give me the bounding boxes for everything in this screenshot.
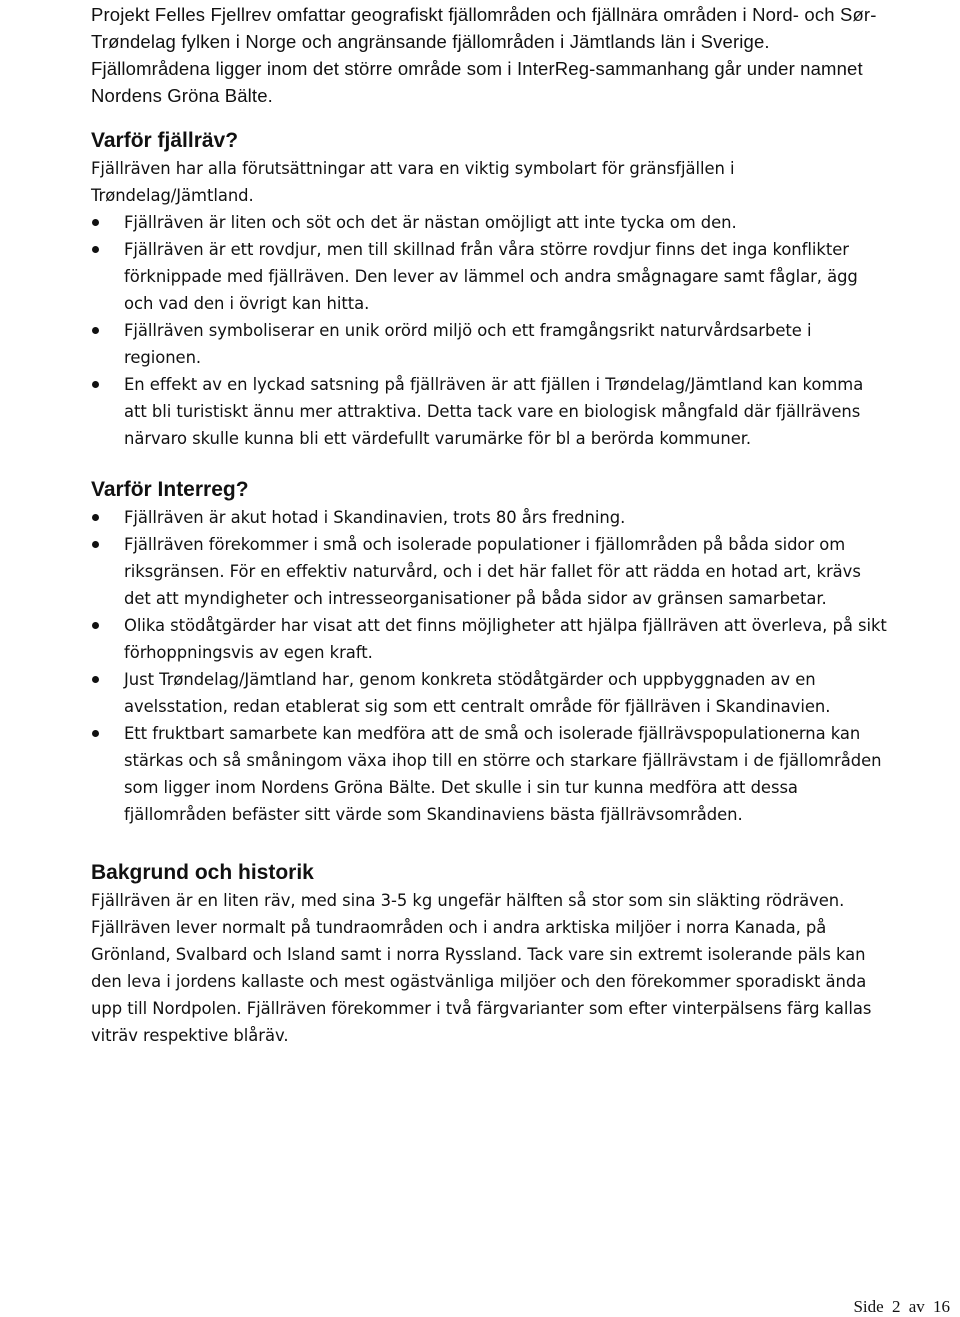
list-item [91, 317, 891, 371]
intro-paragraph: Projekt Felles Fjellrev omfattar geografiskt fjällområden och fjällnära områden i Nord- och Sør- Trøndelag fylken i Norge och angränsande fjällområden i Jämtlands län i Sverige. Fjällområdena ligger inom det större område som i InterReg-sammanhang går under namnet Nordens Gröna Bälte. [91, 4, 877, 106]
list-item [91, 236, 891, 317]
bullet-icon [91, 666, 101, 693]
list-item-text: Fjällräven är liten och söt och det är nästan omöjligt att inte tycka om den. [124, 213, 737, 232]
list-item-text: Fjällräven symboliserar en unik orörd miljö och ett framgångsrikt naturvårdsarbete i regionen. [124, 321, 812, 367]
bullet-icon [91, 531, 101, 558]
list-item-text: Ett fruktbart samarbete kan medföra att de små och isolerade fjällrävspopulationerna kan stärkas och så småningom växa ihop till en större och starkare fjällrävstam i de fjällområden som ligger inom Nordens Gröna Bälte. Det skulle i sin tur kunna medföra att dessa fjällområden befäster sitt värde som Skandinaviens bästa fjällrävsområden. [124, 724, 882, 824]
list-item [91, 720, 891, 828]
list-item [91, 666, 891, 720]
why-interreg-bullet-list [91, 504, 891, 828]
bullet-icon [91, 236, 101, 263]
heading-background: Bakgrund och historik [91, 861, 314, 884]
list-item-text: Just Trøndelag/Jämtland har, genom konkreta stödåtgärder och uppbyggnaden av en avelsstation, redan etablerat sig som ett centralt område för fjällräven i Skandinavien. [124, 670, 831, 716]
list-item [91, 612, 891, 666]
why-fox-bullet-list [91, 209, 891, 452]
list-item [91, 531, 891, 612]
list-item [91, 504, 891, 531]
footer-of-label: av [908, 1297, 925, 1316]
list-item [91, 371, 891, 452]
heading-why-fox: Varför fjällräv? [91, 129, 239, 152]
bullet-icon [91, 612, 101, 639]
bullet-icon [91, 317, 101, 344]
list-item [91, 209, 891, 236]
footer-page-number: 2 [891, 1297, 901, 1316]
footer-side-label: Side [853, 1297, 884, 1316]
list-item-text: Fjällräven är ett rovdjur, men till skillnad från våra större rovdjur finns det inga konflikter förknippade med fjällräven. Den lever av lämmel och andra smågnagare samt fåglar, ägg och vad den i övrigt kan hitta. [124, 240, 858, 313]
page-number-footer [853, 1297, 950, 1317]
heading-why-interreg: Varför Interreg? [91, 478, 249, 501]
footer-total-pages: 16 [933, 1297, 950, 1316]
bullet-icon [91, 504, 101, 531]
bullet-icon [91, 720, 101, 747]
list-item-text: Fjällräven förekommer i små och isolerade populationer i fjällområden på båda sidor om riksgränsen. För en effektiv naturvård, och i det här fallet för att rädda en hotad art, krävs det att myndigheter och intresseorganisationer på båda sidor av gränsen samarbetar. [124, 535, 861, 608]
document-page [91, 0, 891, 1049]
list-item-text: Olika stödåtgärder har visat att det finns möjligheter att hjälpa fjällräven att överleva, på sikt förhoppningsvis av egen kraft. [124, 616, 887, 662]
bullet-icon [91, 371, 101, 398]
background-paragraph: Fjällräven är en liten räv, med sina 3-5 kg ungefär hälften så stor som sin släkting rödräven. Fjällräven lever normalt på tundraområden och i andra arktiska miljöer i norra Kanada, på Grönland, Svalbard och Island samt i norra Ryssland. Tack vare sin extremt isolerande päls kan den leva i jordens kallaste och mest ogästvänliga miljöer och den förekommer sporadiskt ända upp till Nordpolen. Fjällräven förekommer i två färgvarianter som efter vinterpälsens färg kallas viträv respektive blåräv. [91, 891, 872, 1045]
why-fox-lead-paragraph: Fjällräven har alla förutsättningar att vara en viktig symbolart för gränsfjällen i Trøndelag/Jämtland. [91, 159, 735, 205]
list-item-text: En effekt av en lyckad satsning på fjällräven är att fjällen i Trøndelag/Jämtland kan komma att bli turistiskt ännu mer attraktiva. Detta tack vare en biologisk mångfald där fjällrävens närvaro skulle kunna bli ett värdefullt varumärke för bl a berörda kommuner. [124, 375, 864, 448]
list-item-text: Fjällräven är akut hotad i Skandinavien, trots 80 års fredning. [124, 508, 626, 527]
bullet-icon [91, 209, 101, 236]
